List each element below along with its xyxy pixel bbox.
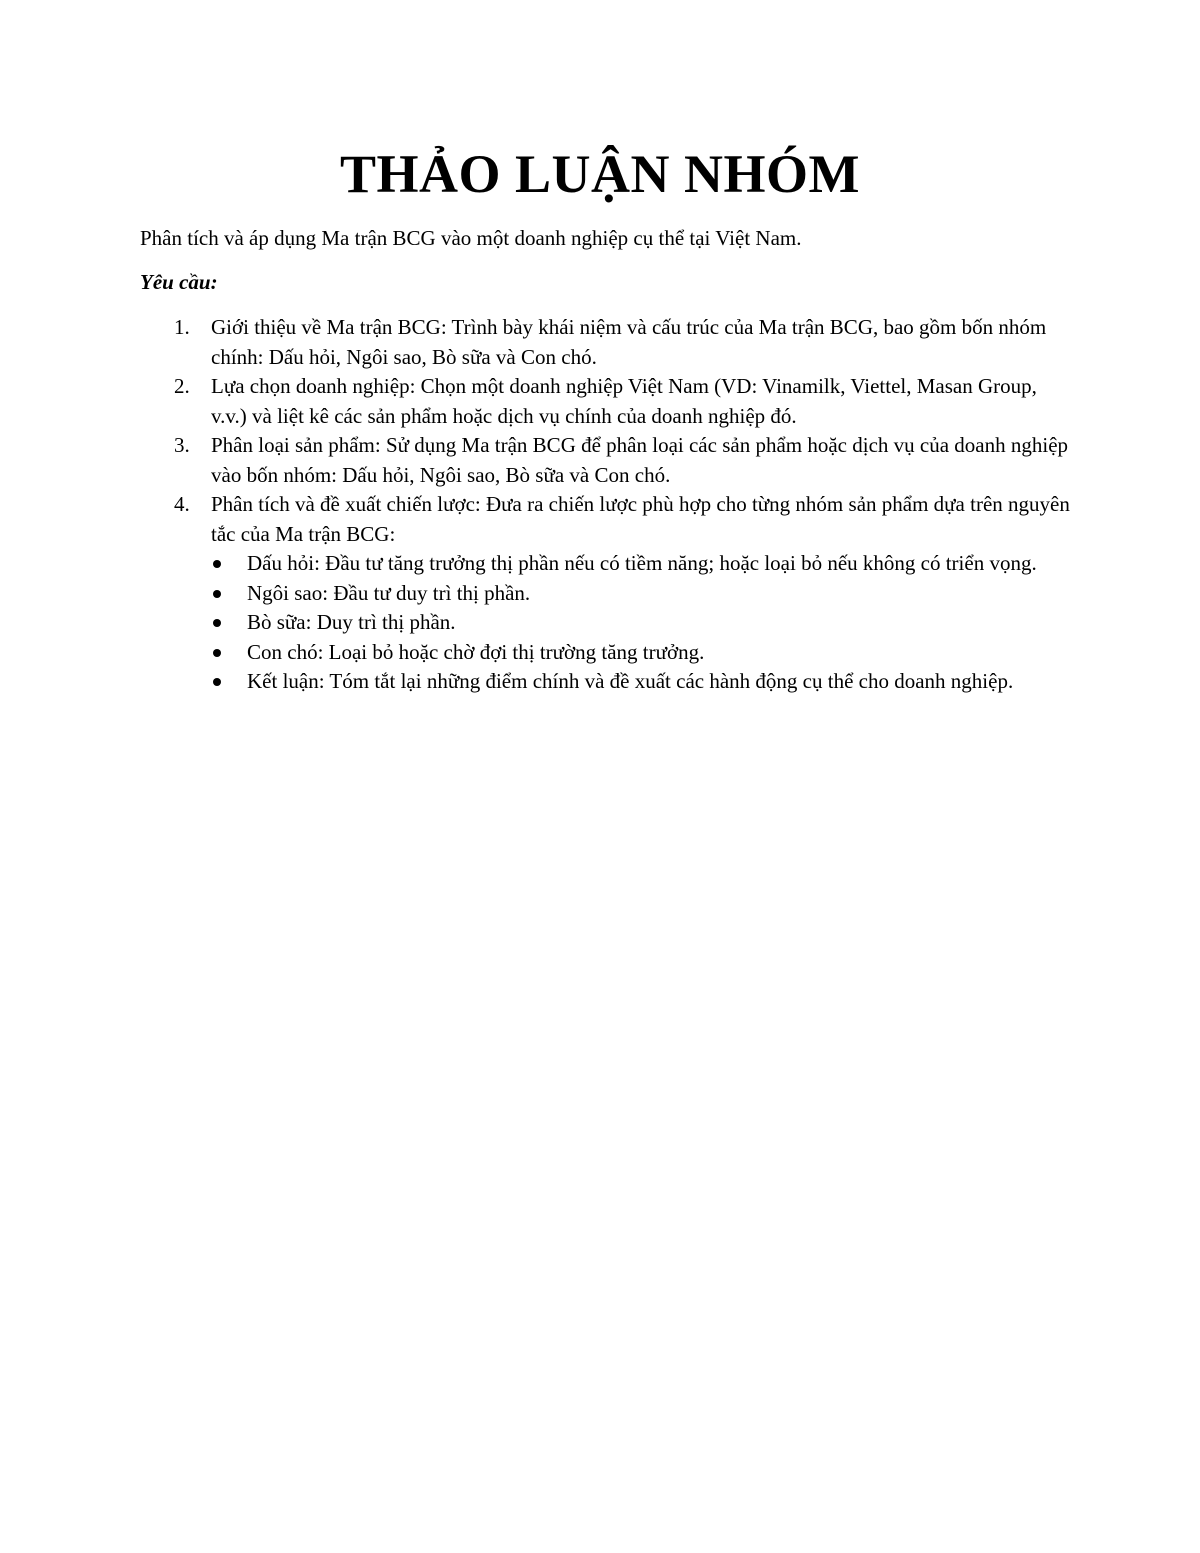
bullet-icon bbox=[213, 619, 221, 627]
requirements-list bbox=[0, 313, 1200, 697]
list-item-text: Lựa chọn doanh nghiệp: Chọn một doanh nghiệp Việt Nam (VD: Vinamilk, Viettel, Masan Group, v.v.) và liệt kê các sản phẩm hoặc dịch vụ chính của doanh nghiệp đó. bbox=[211, 374, 1037, 428]
list-item bbox=[0, 313, 1200, 372]
sub-list-item bbox=[211, 579, 1070, 609]
bullet-icon bbox=[213, 678, 221, 686]
strategy-sub-list bbox=[211, 549, 1070, 697]
list-item bbox=[0, 490, 1200, 697]
list-item-text: Phân loại sản phẩm: Sử dụng Ma trận BCG để phân loại các sản phẩm hoặc dịch vụ của doanh nghiệp vào bốn nhóm: Dấu hỏi, Ngôi sao, Bò sữa và Con chó. bbox=[211, 433, 1069, 487]
sub-list-item-text: Bò sữa: Duy trì thị phần. bbox=[247, 610, 456, 634]
sub-list-item bbox=[211, 608, 1070, 638]
intro-paragraph: Phân tích và áp dụng Ma trận BCG vào một doanh nghiệp cụ thể tại Việt Nam. bbox=[140, 226, 802, 250]
list-item-number: 2. bbox=[174, 374, 190, 398]
sub-list-item bbox=[211, 667, 1070, 697]
bullet-icon bbox=[213, 590, 221, 598]
sub-list-item bbox=[211, 549, 1070, 579]
requirements-label: Yêu cầu: bbox=[140, 270, 218, 294]
list-item-number: 1. bbox=[174, 315, 190, 339]
list-item-text: Giới thiệu về Ma trận BCG: Trình bày khái niệm và cấu trúc của Ma trận BCG, bao gồm bốn nhóm chính: Dấu hỏi, Ngôi sao, Bò sữa và Con chó. bbox=[211, 315, 1047, 369]
page-title: THẢO LUẬN NHÓM bbox=[340, 144, 860, 204]
sub-list-item-text: Dấu hỏi: Đầu tư tăng trưởng thị phần nếu có tiềm năng; hoặc loại bỏ nếu không có triển vọng. bbox=[247, 551, 1037, 575]
list-item bbox=[0, 372, 1200, 431]
sub-list-item-text: Con chó: Loại bỏ hoặc chờ đợi thị trường tăng trưởng. bbox=[247, 639, 705, 664]
list-item-number: 3. bbox=[174, 433, 190, 457]
bullet-icon bbox=[213, 560, 221, 568]
list-item-text: Phân tích và đề xuất chiến lược: Đưa ra chiến lược phù hợp cho từng nhóm sản phẩm dựa trên nguyên tắc của Ma trận BCG: bbox=[211, 492, 1070, 546]
bullet-icon bbox=[213, 649, 221, 657]
list-item bbox=[0, 431, 1200, 490]
sub-list-item-text: Ngôi sao: Đầu tư duy trì thị phần. bbox=[247, 580, 531, 605]
sub-list-item-text: Kết luận: Tóm tắt lại những điểm chính và đề xuất các hành động cụ thể cho doanh nghiệp. bbox=[247, 669, 1014, 693]
sub-list-item bbox=[211, 638, 1070, 668]
list-item-number: 4. bbox=[174, 492, 190, 516]
